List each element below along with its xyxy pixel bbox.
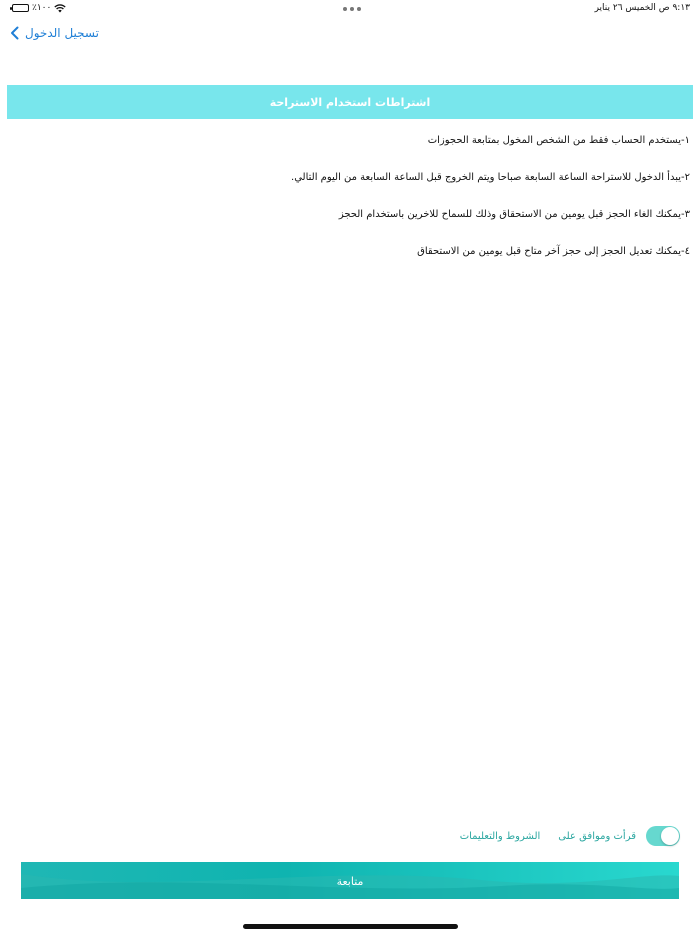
agreement-row [460,826,680,846]
terms-link[interactable]: الشروط والتعليمات [459,830,541,842]
continue-button[interactable] [21,862,679,899]
back-button-label: تسجيل الدخول [25,26,99,40]
wifi-icon [54,4,66,13]
toggle-knob [661,827,679,845]
battery-icon [12,4,29,12]
rule-item: ١-يستخدم الحساب فقط من الشخص المخول بمتابعة الحجوزات [427,135,690,146]
status-indicators [12,3,66,13]
section-title: اشتراطات استخدام الاستراحة [269,95,431,109]
rule-item: ٤-يمكنك تعديل الحجز إلى حجز آخر متاح قبل يومين من الاستحقاق [417,246,690,257]
chevron-left-icon [10,26,19,40]
agreement-text: قرأت وموافق على [558,830,636,842]
rules-list [10,133,690,281]
rule-item: ٣-يمكنك الغاء الحجز قبل يومين من الاستحقاق وذلك للسماح للاخرين باستخدام الحجز [338,209,690,220]
battery-percent: ٪١٠٠ [32,3,52,13]
agreement-toggle[interactable] [646,826,680,846]
home-indicator[interactable] [243,924,458,929]
back-button[interactable] [10,26,99,40]
continue-button-label: متابعة [336,875,364,888]
status-time: ٩:١٣ ص الخميس ٢٦ يناير [594,3,690,13]
section-header [7,85,693,119]
rule-item: ٢-يبدأ الدخول للاستراحة الساعة السابعة صباحا ويتم الخروج قبل الساعة السابعة من اليوم التالي. [291,172,690,183]
status-bar [0,0,700,18]
multitasking-dots[interactable] [343,7,361,11]
